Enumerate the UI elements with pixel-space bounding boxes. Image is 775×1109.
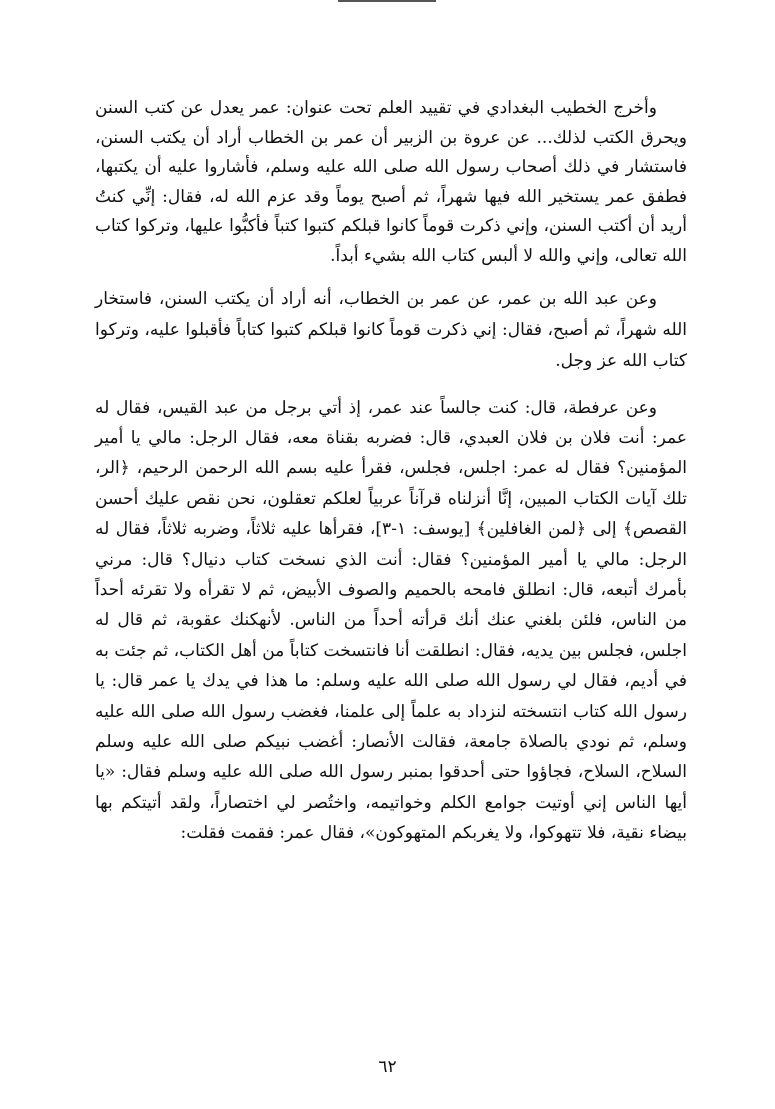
paragraph: وأخرج الخطيب البغدادي في تقييد العلم تحت عنوان: عمر يعدل عن كتب السنن ويحرق الكتب لذلك... عن عروة بن الزبير أن عمر بن الخطاب أراد أن يكتب السنن، فاستشار في ذلك أصحاب رسول الله صلى الله عليه وسلم، فأشاروا عليه أن يكتبها، فطفق عمر يستخير الله فيها شهراً، ثم أصبح يوماً وقد عزم الله له، فقال: إنِّي كنتُ أريد أن أكتب السنن، وإني ذكرت قوماً كانوا قبلكم كتبوا كتباً فأكبُّوا عليها، وتركوا كتاب الله تعالى، وإني والله لا ألبس كتاب الله بشيء أبداً. <box>95 98 687 266</box>
top-rule <box>338 0 436 2</box>
page-number: ٦٢ <box>378 1057 397 1077</box>
page-body <box>95 94 687 849</box>
paragraph: وعن عبد الله بن عمر، عن عمر بن الخطاب، أنه أراد أن يكتب السنن، فاستخار الله شهراً، ثم أصبح، فقال: إني ذكرت قوماً كانوا قبلكم كتبوا كتاباً فأقبلوا عليه، وتركوا كتاب الله عز وجل. <box>95 288 687 371</box>
paragraph: وعن عرفطة، قال: كنت جالساً عند عمر، إذ أتي برجل من عبد القيس، فقال له عمر: أنت فلان بن فلان العبدي، قال: فضربه بقناة معه، فقال الرجل: مالي يا أمير المؤمنين؟ فقال له عمر: اجلس، فجلس، فقرأ عليه بسم الله الرحمن الرحيم، ﴿الر، تلك آيات الكتاب المبين، إنَّا أنزلناه قرآناً عربياً لعلكم تعقلون، نحن نقص عليك أحسن القصص﴾ إلى ﴿لمن الغافلين﴾ [يوسف: ١-٣]، فقرأها عليه ثلاثاً، وضربه ثلاثاً، فقال له الرجل: مالي يا أمير المؤمنين؟ فقال: أنت الذي نسخت كتاب دنيال؟ قال: مرني بأمرك أتبعه، قال: انطلق فامحه بالحميم والصوف الأبيض، ثم لا تقرأه ولا تقرئه أحداً من الناس، فلئن بلغني عنك أنك قرأته أحداً من الناس. لأنهكنك عقوبة، ثم قال له اجلس، فجلس بين يديه، فقال: انطلقت أنا فانتسخت كتاباً من أهل الكتاب، ثم جئت به في أديم، فقال لي رسول الله صلى الله عليه وسلم: ما هذا في يدك يا عمر قال: يا رسول الله كتاب انتسخته لنزداد به علماً إلى علمنا، فغضب رسول الله صلى الله عليه وسلم، ثم نودي بالصلاة جامعة، فقالت الأنصار: أغضب نبيكم صلى الله عليه وسلم السلاح، السلاح، فجاؤوا حتى أحدقوا بمنبر رسول الله صلى الله عليه وسلم فقال: «يا أيها الناس إني أوتيت جوامع الكلم وخواتيمه، واختُصر لي اختصاراً، ولقد أتيتكم بها بيضاء نقية، فلا تتهوكوا، ولا يغربكم المتهوكون»، فقال عمر: فقمت فقلت: <box>95 397 687 844</box>
